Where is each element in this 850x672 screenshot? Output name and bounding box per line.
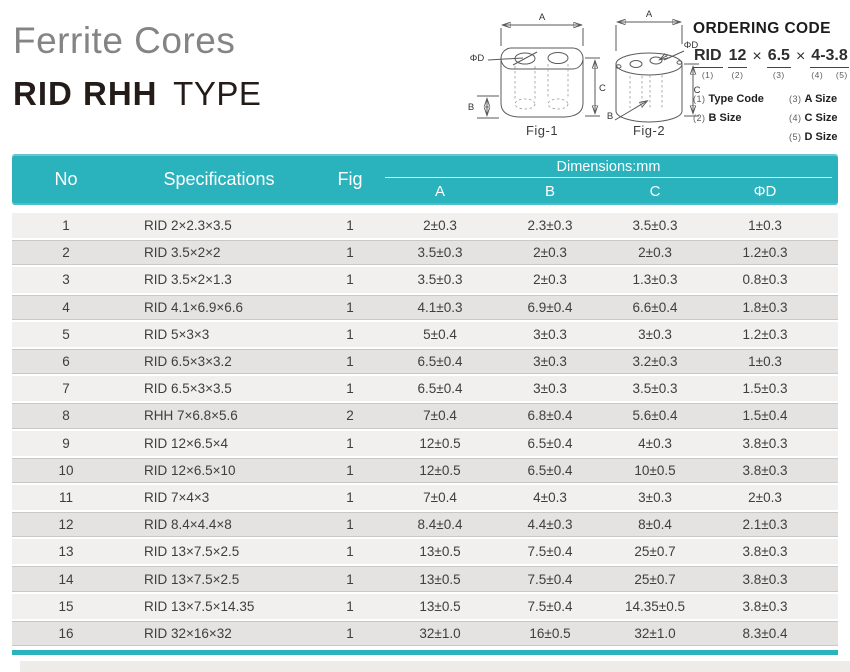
cell-specification: RID 12×6.5×10 xyxy=(144,462,236,478)
cell-dim-d: 3.8±0.3 xyxy=(742,462,788,478)
ordering-code-heading: ORDERING CODE xyxy=(693,20,831,37)
header-dimensions-title: Dimensions:mm xyxy=(385,157,832,178)
cell-dim-c: 3±0.3 xyxy=(638,326,672,342)
cell-dim-b: 6.8±0.4 xyxy=(527,408,573,424)
cell-dim-a: 3.5±0.3 xyxy=(417,245,463,261)
cell-dim-d: 1±0.3 xyxy=(748,218,782,234)
fig2-dim-b-label: B xyxy=(606,111,614,122)
fig2-dim-c-label: C xyxy=(693,85,701,96)
cell-dim-d: 1.5±0.3 xyxy=(742,381,788,397)
cell-dim-a: 6.5±0.4 xyxy=(417,381,463,397)
cell-dim-c: 32±1.0 xyxy=(634,625,676,641)
table-row xyxy=(12,213,838,238)
subtitle-type-word: TYPE xyxy=(173,75,262,112)
cell-dim-c: 25±0.7 xyxy=(634,544,676,560)
cell-dim-d: 3.8±0.3 xyxy=(742,544,788,560)
cell-dim-a: 2±0.3 xyxy=(423,218,457,234)
cell-dim-d: 1.2±0.3 xyxy=(742,326,788,342)
cell-dim-a: 12±0.5 xyxy=(419,462,461,478)
cell-specification: RID 3.5×2×2 xyxy=(144,245,221,261)
cell-dim-a: 7±0.4 xyxy=(423,489,457,505)
cell-dim-d: 1.8±0.3 xyxy=(742,299,788,315)
table-row xyxy=(12,240,838,265)
cell-dim-b: 3±0.3 xyxy=(533,354,567,370)
cell-fig: 1 xyxy=(346,598,354,614)
cell-no: 10 xyxy=(58,462,74,478)
cell-no: 16 xyxy=(58,625,74,641)
cell-fig: 1 xyxy=(346,381,354,397)
fig1-dim-b-label: B xyxy=(467,102,475,113)
cell-specification: RID 2×2.3×3.5 xyxy=(144,218,232,234)
cell-fig: 1 xyxy=(346,218,354,234)
legend-item-a-size: (3) A Size xyxy=(789,93,838,105)
cell-no: 2 xyxy=(62,245,70,261)
core-drawings xyxy=(463,4,703,142)
header-dim-c: C xyxy=(649,183,661,200)
cell-fig: 1 xyxy=(346,272,354,288)
cell-specification: RID 6.5×3×3.5 xyxy=(144,381,232,397)
code-segment-type: RID (1) xyxy=(694,47,722,80)
cell-dim-c: 3.5±0.3 xyxy=(632,381,678,397)
cell-no: 14 xyxy=(58,571,74,587)
cell-dim-c: 5.6±0.4 xyxy=(632,408,678,424)
table-row xyxy=(12,431,838,456)
fig1-caption: Fig-1 xyxy=(525,123,559,138)
code-num-2: (2) xyxy=(731,70,744,80)
cell-dim-a: 13±0.5 xyxy=(419,544,461,560)
code-num-5: (5) xyxy=(835,70,848,80)
cell-dim-b: 16±0.5 xyxy=(529,625,571,641)
cell-dim-a: 13±0.5 xyxy=(419,571,461,587)
cell-fig: 1 xyxy=(346,326,354,342)
cell-dim-b: 7.5±0.4 xyxy=(527,571,573,587)
cell-dim-a: 4.1±0.3 xyxy=(417,299,463,315)
cell-dim-b: 2.3±0.3 xyxy=(527,218,573,234)
legend-item-c-size: (4) C Size xyxy=(789,112,838,124)
bottom-accent-bar xyxy=(12,650,838,655)
cell-fig: 1 xyxy=(346,489,354,505)
cell-fig: 1 xyxy=(346,517,354,533)
cell-dim-c: 3.2±0.3 xyxy=(632,354,678,370)
cell-dim-c: 8±0.4 xyxy=(638,517,672,533)
cell-dim-c: 3±0.3 xyxy=(638,489,672,505)
cell-fig: 1 xyxy=(346,299,354,315)
cell-fig: 1 xyxy=(346,354,354,370)
table-row xyxy=(12,376,838,401)
fig2-drawing xyxy=(607,9,701,138)
code-segment-cd: 4-3.8 (4) (5) xyxy=(811,47,848,80)
cell-dim-c: 4±0.3 xyxy=(638,435,672,451)
cell-specification: RID 5×3×3 xyxy=(144,326,210,342)
cell-specification: RID 4.1×6.9×6.6 xyxy=(144,299,244,315)
cell-dim-d: 3.8±0.3 xyxy=(742,571,788,587)
cell-dim-d: 8.3±0.4 xyxy=(742,625,788,641)
header-dim-a: A xyxy=(434,183,445,200)
code-num-1: (1) xyxy=(701,70,714,80)
table-row xyxy=(12,295,838,320)
cell-specification: RHH 7×6.8×5.6 xyxy=(144,408,238,424)
cell-dim-c: 2±0.3 xyxy=(638,245,672,261)
table-row xyxy=(12,403,838,428)
cell-dim-d: 1.2±0.3 xyxy=(742,245,788,261)
cell-no: 12 xyxy=(58,517,74,533)
cell-no: 5 xyxy=(62,326,70,342)
title-block xyxy=(13,20,261,113)
fig1-dim-a-label: A xyxy=(538,12,546,23)
cell-dim-b: 2±0.3 xyxy=(533,245,567,261)
cell-dim-a: 5±0.4 xyxy=(423,326,457,342)
cell-dim-b: 3±0.3 xyxy=(533,326,567,342)
legend-item-b-size: (2) B Size xyxy=(693,112,742,124)
multiply-sign: × xyxy=(795,48,806,65)
cell-dim-d: 1.5±0.4 xyxy=(742,408,788,424)
cell-dim-b: 7.5±0.4 xyxy=(527,598,573,614)
fig2-dim-a-label: A xyxy=(645,9,653,20)
cell-specification: RID 13×7.5×14.35 xyxy=(144,598,255,614)
table-row xyxy=(12,594,838,619)
table-body xyxy=(12,213,838,648)
table-row xyxy=(12,512,838,537)
table-row xyxy=(12,458,838,483)
cell-no: 1 xyxy=(62,218,70,234)
cell-no: 15 xyxy=(58,598,74,614)
cell-dim-b: 4.4±0.3 xyxy=(527,517,573,533)
code-segment-a: 6.5 (3) xyxy=(767,47,790,80)
multiply-sign: × xyxy=(752,48,762,65)
table-header xyxy=(12,154,838,205)
cell-dim-b: 6.9±0.4 xyxy=(527,299,573,315)
table-row xyxy=(12,539,838,564)
header-dimensions-group xyxy=(382,154,838,205)
cell-specification: RID 6.5×3×3.2 xyxy=(144,354,232,370)
cell-dim-a: 13±0.5 xyxy=(419,598,461,614)
cell-dim-b: 3±0.3 xyxy=(533,381,567,397)
cell-dim-c: 6.6±0.4 xyxy=(632,299,678,315)
fig1-dim-d-label: ΦD xyxy=(469,53,485,64)
cell-dim-a: 6.5±0.4 xyxy=(417,354,463,370)
fig1-drawing xyxy=(468,12,606,138)
table-row xyxy=(12,322,838,347)
cell-dim-a: 12±0.5 xyxy=(419,435,461,451)
cell-no: 13 xyxy=(58,544,74,560)
cell-dim-a: 8.4±0.4 xyxy=(417,517,463,533)
cell-fig: 1 xyxy=(346,245,354,261)
cell-dim-c: 10±0.5 xyxy=(634,462,676,478)
fig2-dim-d-label: ΦD xyxy=(683,40,699,51)
cell-dim-c: 14.35±0.5 xyxy=(625,598,685,614)
ordering-code-legend xyxy=(693,93,847,143)
cell-dim-a: 7±0.4 xyxy=(423,408,457,424)
cell-dim-b: 2±0.3 xyxy=(533,272,567,288)
cell-fig: 1 xyxy=(346,625,354,641)
cell-dim-a: 3.5±0.3 xyxy=(417,272,463,288)
cell-no: 9 xyxy=(62,435,70,451)
cell-dim-c: 1.3±0.3 xyxy=(632,272,678,288)
cell-specification: RID 13×7.5×2.5 xyxy=(144,544,240,560)
cell-dim-a: 32±1.0 xyxy=(419,625,461,641)
cell-dim-d: 1±0.3 xyxy=(748,354,782,370)
cell-no: 11 xyxy=(58,489,73,505)
cell-no: 3 xyxy=(62,272,70,288)
cell-specification: RID 3.5×2×1.3 xyxy=(144,272,232,288)
cell-no: 4 xyxy=(62,299,70,315)
legend-item-type-code: (1) Type Code xyxy=(693,93,764,105)
cell-dim-d: 2±0.3 xyxy=(748,489,782,505)
table-row xyxy=(12,621,838,646)
code-num-4: (4) xyxy=(811,70,824,80)
cell-no: 6 xyxy=(62,354,70,370)
code-segment-b: 12 (2) xyxy=(728,47,747,80)
cell-dim-d: 3.8±0.3 xyxy=(742,435,788,451)
cell-fig: 2 xyxy=(346,408,354,424)
cell-specification: RID 7×4×3 xyxy=(144,489,210,505)
cell-fig: 1 xyxy=(346,544,354,560)
cell-dim-c: 25±0.7 xyxy=(634,571,676,587)
header-specifications: Specifications xyxy=(163,169,275,189)
table-row xyxy=(12,267,838,292)
cell-specification: RID 8.4×4.4×8 xyxy=(144,517,232,533)
table-row xyxy=(12,566,838,591)
cell-fig: 1 xyxy=(346,462,354,478)
cell-dim-b: 6.5±0.4 xyxy=(527,462,573,478)
page-title: Ferrite Cores xyxy=(13,20,236,61)
cell-no: 8 xyxy=(62,408,70,424)
cell-fig: 1 xyxy=(346,435,354,451)
cell-dim-b: 6.5±0.4 xyxy=(527,435,573,451)
cell-dim-d: 2.1±0.3 xyxy=(742,517,788,533)
cell-no: 7 xyxy=(62,381,70,397)
cell-dim-b: 7.5±0.4 xyxy=(527,544,573,560)
page-subtitle xyxy=(13,75,261,113)
ordering-code-block xyxy=(693,20,847,143)
header-dim-b: B xyxy=(544,183,555,200)
cell-fig: 1 xyxy=(346,571,354,587)
code-num-3: (3) xyxy=(772,70,785,80)
cell-specification: RID 13×7.5×2.5 xyxy=(144,571,240,587)
table-row xyxy=(12,349,838,374)
cell-dim-c: 3.5±0.3 xyxy=(632,218,678,234)
fig2-caption: Fig-2 xyxy=(632,123,666,138)
header-no: No xyxy=(54,169,78,189)
cell-specification: RID 32×16×32 xyxy=(144,625,232,641)
footer-strip xyxy=(20,661,850,672)
cell-dim-d: 3.8±0.3 xyxy=(742,598,788,614)
cell-dim-b: 4±0.3 xyxy=(533,489,567,505)
header-fig: Fig xyxy=(337,169,363,189)
legend-item-d-size: (5) D Size xyxy=(789,131,838,143)
cell-specification: RID 12×6.5×4 xyxy=(144,435,229,451)
subtitle-type-codes: RID RHH xyxy=(13,75,158,112)
table-row xyxy=(12,485,838,510)
ordering-code-line xyxy=(693,47,847,80)
cell-dim-d: 0.8±0.3 xyxy=(742,272,788,288)
header-dim-d: ΦD xyxy=(753,183,777,200)
fig1-dim-c-label: C xyxy=(599,83,606,94)
